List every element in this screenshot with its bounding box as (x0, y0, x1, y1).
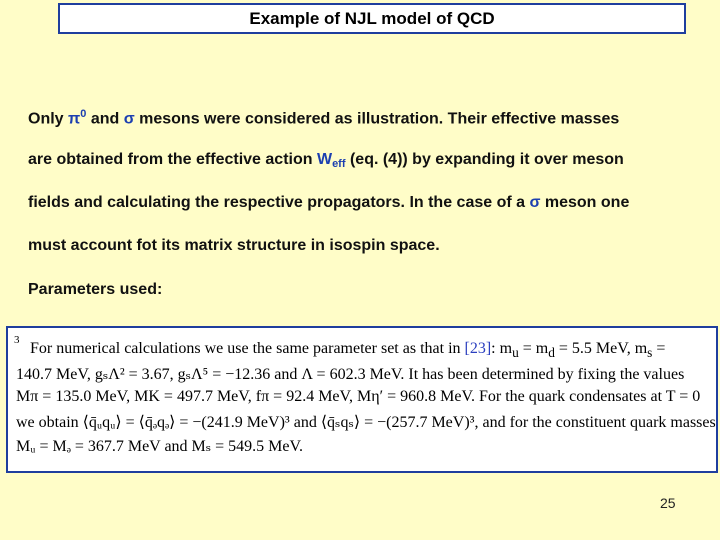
quote-line-3: Mπ = 135.0 MeV, MK = 497.7 MeV, fπ = 92.4 MeV, Mη′ = 960.8 MeV. For the quark condensates at T = 0 (16, 388, 701, 405)
parameters-quote (6, 326, 718, 473)
text-span: For numerical calculations we use the same parameter set as that in (30, 340, 465, 357)
text-span: = 5.5 MeV, m (554, 340, 648, 357)
pi-superscript: 0 (80, 108, 87, 120)
weff-subscript: eff (332, 158, 346, 170)
parameters-label: Parameters used: (28, 281, 163, 298)
intro-line-2 (28, 151, 624, 170)
intro-line-4: must account fot its matrix structure in isospin space. (28, 237, 440, 254)
subscript: d (548, 345, 555, 361)
sigma-symbol: σ (123, 110, 135, 128)
quote-line-4: we obtain ⟨q̄ᵤqᵤ⟩ = ⟨q̄ₔqₔ⟩ = −(241.9 MeV)³ and ⟨q̄ₛqₛ⟩ = −(257.7 MeV)³, and for the constituent quark masses (16, 414, 716, 431)
text-span: (eq. (4)) by expanding it over meson (345, 151, 624, 168)
quote-line-1 (30, 340, 665, 361)
slide-number: 25 (660, 495, 676, 511)
subscript: s (647, 345, 653, 361)
footnote-number: 3 (14, 334, 20, 346)
slide-title-text: Example of NJL model of QCD (249, 8, 495, 28)
weff-symbol: W (316, 151, 333, 168)
pi-symbol: π (68, 110, 81, 128)
slide-title (58, 3, 686, 34)
text-span: = m (518, 340, 549, 357)
text-span: = (652, 340, 666, 357)
intro-line-1 (28, 108, 619, 128)
text-span: are obtained from the effective action (28, 151, 317, 168)
quote-line-2: 140.7 MeV, gₛΛ² = 3.67, gₛΛ⁵ = −12.36 and Λ = 602.3 MeV. It has been determined by fixing the values (16, 366, 685, 383)
text-span: : m (491, 340, 513, 357)
sigma-symbol: σ (529, 194, 541, 211)
text-span: meson one (540, 194, 630, 211)
text-span: and (86, 110, 124, 128)
subscript: u (512, 345, 519, 361)
text-span: mesons were considered as illustration. Their effective masses (134, 110, 620, 128)
quote-line-5: Mᵤ = Mₔ = 367.7 MeV and Mₛ = 549.5 MeV. (16, 438, 303, 455)
text-span: fields and calculating the respective propagators. In the case of a (28, 194, 530, 211)
reference-link[interactable]: [23] (464, 340, 492, 357)
text-span: Only (28, 110, 69, 128)
intro-line-3 (28, 194, 629, 212)
